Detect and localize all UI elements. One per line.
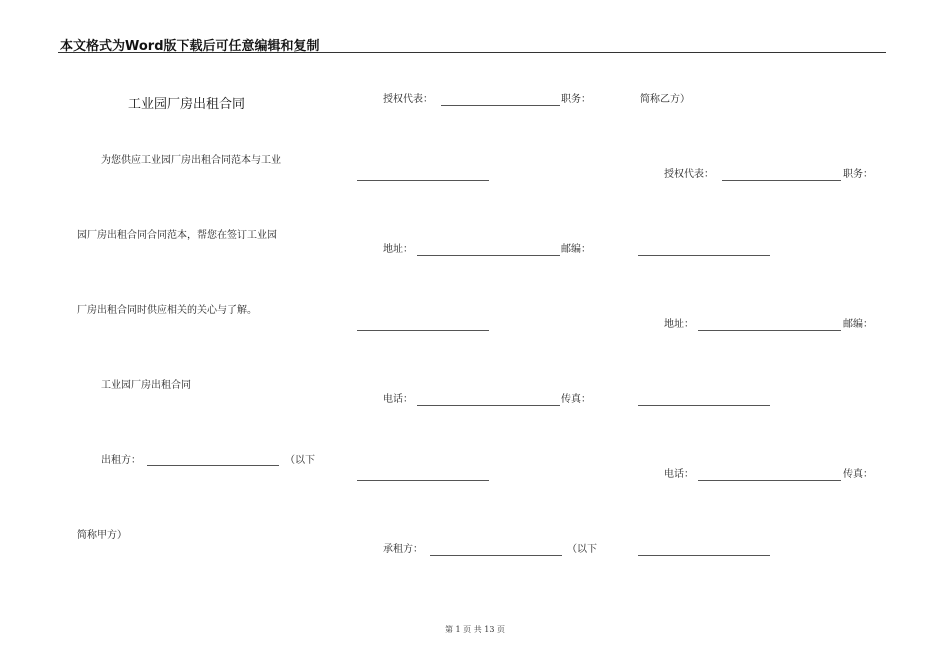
auth-rep-blank — [441, 105, 560, 106]
lessor-label: 出租方： — [101, 455, 141, 466]
lessee-label: 承租方： — [383, 544, 423, 555]
postcode-blank — [357, 330, 489, 331]
document-title: 工业园厂房出租合同 — [128, 97, 246, 112]
lessee-fax-blank — [638, 555, 770, 556]
address-blank — [417, 255, 560, 256]
lessee-suffix: （以下 — [567, 544, 597, 555]
header-rule — [58, 52, 886, 53]
page-footer: 第 1 页 共 13 页 — [445, 625, 505, 634]
lessee-phone-label: 电话： — [664, 469, 694, 480]
lessee-auth-rep-blank — [722, 180, 841, 181]
lessor-note: 简称甲方） — [77, 530, 127, 541]
lessee-blank — [430, 555, 562, 556]
lessee-postcode-blank — [638, 405, 770, 406]
intro-line-2: 园厂房出租合同合同范本，帮您在签订工业园 — [77, 230, 277, 241]
intro-line-1: 为您供应工业园厂房出租合同范本与工业 — [101, 155, 281, 166]
lessee-auth-rep-label: 授权代表： — [664, 169, 714, 180]
lessee-address-label: 地址： — [664, 319, 694, 330]
position-blank — [357, 180, 489, 181]
lessee-postcode-label: 邮编： — [843, 319, 873, 330]
phone-label: 电话： — [383, 394, 413, 405]
postcode-label: 邮编： — [561, 244, 591, 255]
fax-blank — [357, 480, 489, 481]
lessee-position-label: 职务： — [843, 169, 873, 180]
intro-line-3: 厂房出租合同时供应相关的关心与了解。 — [77, 305, 257, 316]
lessee-phone-blank — [698, 480, 841, 481]
fax-label: 传真： — [561, 394, 591, 405]
address-label: 地址： — [383, 244, 413, 255]
lessor-blank — [147, 465, 279, 466]
phone-blank — [417, 405, 560, 406]
position-label: 职务： — [561, 94, 591, 105]
lessee-fax-label: 传真： — [843, 469, 873, 480]
contract-name: 工业园厂房出租合同 — [101, 380, 191, 391]
lessee-note: 简称乙方） — [640, 94, 690, 105]
header-title: 本文格式为Word版下载后可任意编辑和复制 — [60, 39, 320, 54]
auth-rep-label: 授权代表： — [383, 94, 433, 105]
lessee-position-blank — [638, 255, 770, 256]
lessor-suffix: （以下 — [285, 455, 315, 466]
lessee-address-blank — [698, 330, 841, 331]
